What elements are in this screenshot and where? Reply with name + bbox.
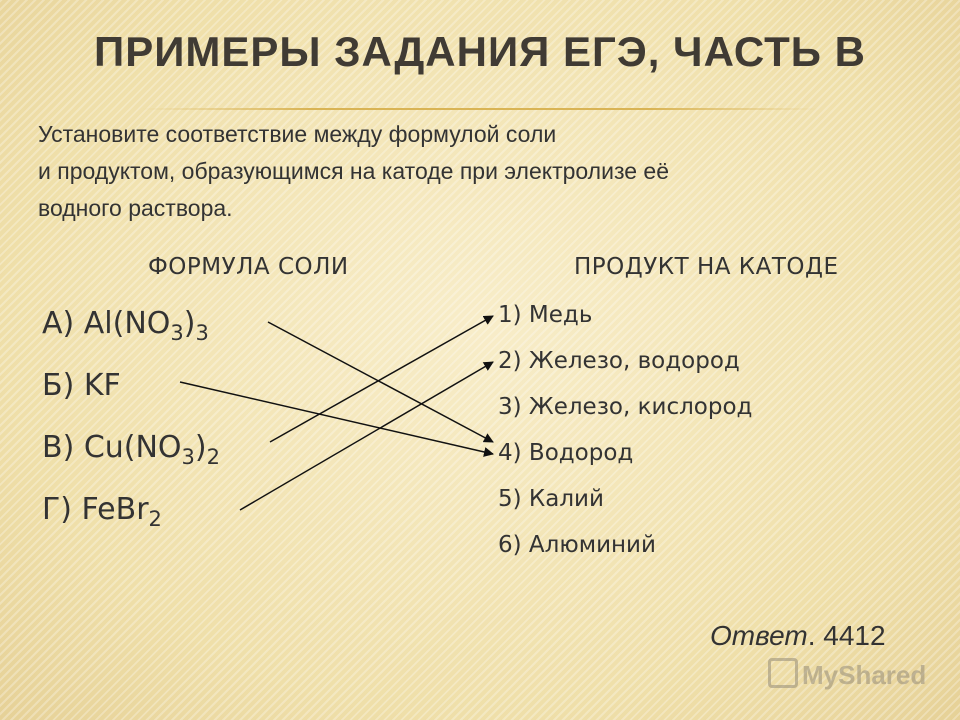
product-2: 2) Железо, водород: [498, 348, 740, 374]
slide-title: ПРИМЕРЫ ЗАДАНИЯ ЕГЭ, ЧАСТЬ В: [94, 28, 866, 75]
answer: [710, 620, 886, 652]
product-6: 6) Алюминий: [498, 532, 656, 558]
task-line: водного раствора.: [38, 195, 233, 221]
formula-text: ): [194, 430, 207, 465]
task-line: и продуктом, образующимся на катоде при электролизе её: [38, 158, 670, 184]
arrow-b-to-4: [180, 382, 493, 454]
formula-text: В) Cu(NO: [42, 430, 182, 465]
product-1: 1) Медь: [498, 302, 593, 328]
formula-subscript: 3: [170, 321, 184, 345]
formula-text: Г) FeBr: [42, 492, 149, 527]
formula-subscript: 3: [181, 445, 195, 469]
watermark-text: MyShared: [802, 660, 927, 690]
formula-subscript: 2: [206, 445, 221, 469]
column-header-product: ПРОДУКТ НА КАТОДЕ: [574, 254, 839, 280]
product-4: 4) Водород: [498, 440, 634, 466]
column-header-formula: ФОРМУЛА СОЛИ: [148, 254, 349, 280]
product-3: 3) Железо, кислород: [498, 394, 753, 420]
arrow-c-to-1: [270, 316, 493, 442]
answer-label: Ответ: [710, 620, 808, 651]
formula-subscript: 3: [195, 321, 209, 345]
formula-text: Б) KF: [42, 368, 121, 403]
presentation-icon: [768, 658, 798, 688]
formula-subscript: 2: [148, 507, 162, 531]
task-line: Установите соответствие между формулой соли: [38, 121, 557, 147]
formula-text: А) Al(NO: [42, 306, 171, 341]
arrow-d-to-2: [240, 362, 493, 510]
watermark-logo: [768, 658, 926, 691]
answer-value: . 4412: [807, 620, 886, 651]
formula-text: ): [183, 306, 196, 341]
product-5: 5) Калий: [498, 486, 604, 512]
